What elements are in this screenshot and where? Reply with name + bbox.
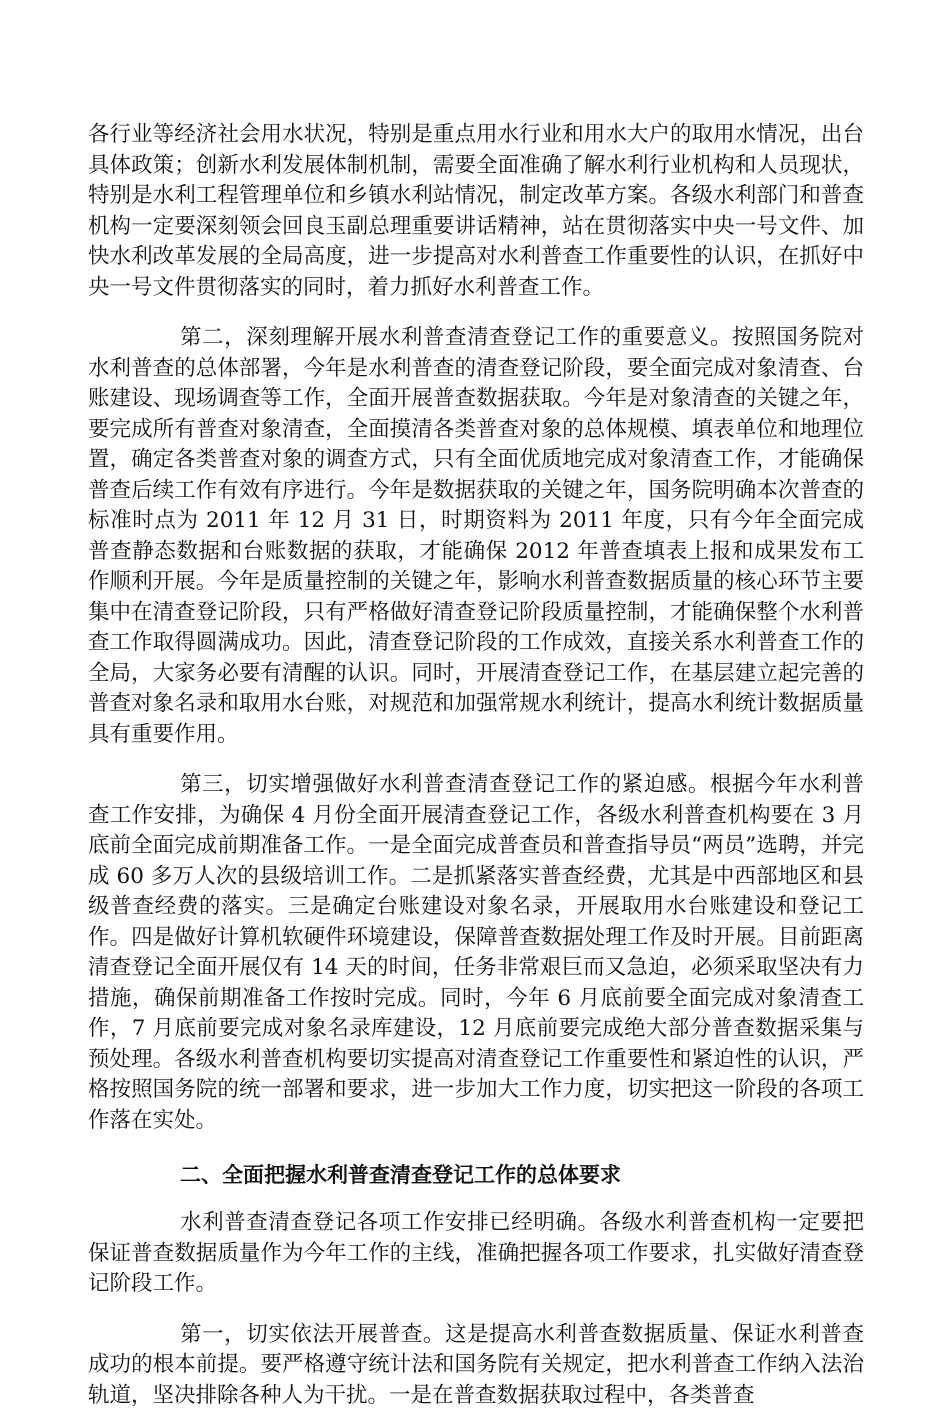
paragraph-second-point: 第二，深刻理解开展水利普查清查登记工作的重要意义。按照国务院对水利普查的总体部署，今年是水利普查的清查登记阶段，要全面完成对象清查、台账建设、现场调查等工作，全面开展普查数据获取。今年是对象清查的关键之年，要完成所有普查对象清查，全面摸清各类普查对象的总体规模、填表单位和地理位置，确定各类普查对象的调查方式，只有全面优质地完成对象清查工作，才能确保普查后续工作有效有序进行。今年是数据获取的关键之年，国务院明确本次普查的标准时点为 2011 年 12 月 31 日，时期资料为 2011 年度，只有今年全面完成普查静态数据和台账数据的获取，才能确保 2012 年普查填表上报和成果发布工作顺利开展。今年是质量控制的关键之年，影响水利普查数据质量的核心环节主要集中在清查登记阶段，只有严格做好清查登记阶段质量控制，才能确保整个水利普查工作取得圆满成功。因此，清查登记阶段的工作成效，直接关系水利普查工作的全局，大家务必要有清醒的认识。同时，开展清查登记工作，在基层建立起完善的普查对象名录和取用水台账，对规范和加强常规水利统计，提高水利统计数据质量具有重要作用。: [88, 323, 864, 750]
document-page: [88, 120, 864, 1411]
paragraph-section-intro: 水利普查清查登记各项工作安排已经明确。各级水利普查机构一定要把保证普查数据质量作为今年工作的主线，准确把握各项工作要求，扎实做好清查登记阶段工作。: [88, 1208, 864, 1300]
paragraph-third-point: 第三，切实增强做好水利普查清查登记工作的紧迫感。根据今年水利普查工作安排，为确保 4 月份全面开展清查登记工作，各级水利普查机构要在 3 月底前全面完成前期准备工作。一是全面完成普查员和普查指导员“两员”选聘，并完成 60 多万人次的县级培训工作。二是抓紧落实普查经费，尤其是中西部地区和县级普查经费的落实。三是确定台账建设对象名录，开展取用水台账建设和登记工作。四是做好计算机软硬件环境建设，保障普查数据处理工作及时开展。目前距离清查登记全面开展仅有 14 天的时间，任务非常艰巨而又急迫，必须采取坚决有力措施，确保前期准备工作按时完成。同时，今年 6 月底前要全面完成对象清查工作，7 月底前要完成对象名录库建设，12 月底前要完成绝大部分普查数据采集与预处理。各级水利普查机构要切实提高对清查登记工作重要性和紧迫性的认识，严格按照国务院的统一部署和要求，进一步加大工作力度，切实把这一阶段的各项工作落在实处。: [88, 770, 864, 1136]
paragraph-continuation: 各行业等经济社会用水状况，特别是重点用水行业和用水大户的取用水情况，出台具体政策；创新水利发展体制机制，需要全面准确了解水利行业机构和人员现状，特别是水利工程管理单位和乡镇水利站情况，制定改革方案。各级水利部门和普查机构一定要深刻领会回良玉副总理重要讲话精神，站在贯彻落实中央一号文件、加快水利改革发展的全局高度，进一步提高对水利普查工作重要性的认识，在抓好中央一号文件贯彻落实的同时，着力抓好水利普查工作。: [88, 120, 864, 303]
section-heading: 二、全面把握水利普查清查登记工作的总体要求: [88, 1160, 864, 1190]
paragraph-first-requirement: 第一，切实依法开展普查。这是提高水利普查数据质量、保证水利普查成功的根本前提。要严格遵守统计法和国务院有关规定，把水利普查工作纳入法治轨道，坚决排除各种人为干扰。一是在普查数据获取过程中，各类普查: [88, 1320, 864, 1411]
